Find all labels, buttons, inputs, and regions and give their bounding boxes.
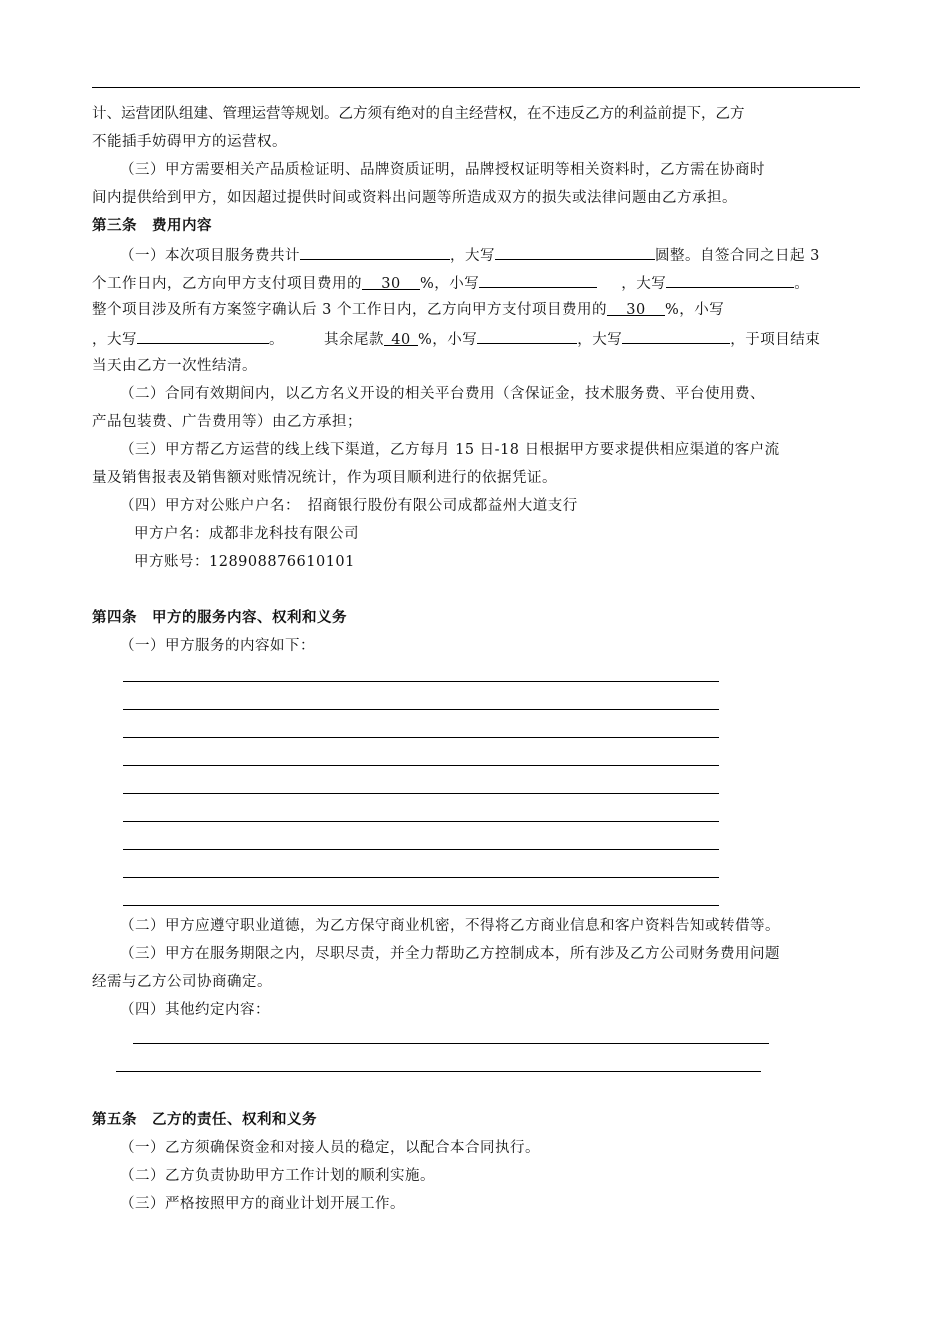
blank-percent-1[interactable]: 30 <box>362 274 420 290</box>
text: %，小写 <box>664 302 725 318</box>
fill-in-line[interactable] <box>123 709 719 710</box>
fill-in-line[interactable] <box>123 905 719 906</box>
service-item-4: （四）其他约定内容： <box>120 1002 270 1018</box>
fee-line-2 <box>92 272 860 294</box>
text: 整个项目涉及所有方案签字确认后 3 个工作日内，乙方向甲方支付项目费用的 <box>92 302 607 318</box>
fill-in-line[interactable] <box>133 1043 769 1044</box>
fee-line-4 <box>92 328 860 350</box>
text: 其余尾款 <box>324 332 384 348</box>
text: （一）本次项目服务费共计 <box>120 248 300 264</box>
paragraph-line <box>92 104 860 124</box>
paragraph-line: （三）甲方需要相关产品质检证明、品牌资质证明，品牌授权证明等相关资料时，乙方需在协商时 <box>120 162 765 178</box>
header-rule <box>92 87 860 88</box>
text: 计、运营团队组建、管理运营等规划。乙方须有绝对的自主经营权，在不违反乙方的利益前提下，乙方 <box>92 106 745 122</box>
paragraph-line: 产品包装费、广告费用等）由乙方承担； <box>92 414 362 430</box>
text: ，大写 <box>92 332 137 348</box>
blank-capital-2[interactable] <box>137 328 269 344</box>
paragraph-line: （三）甲方帮乙方运营的线上线下渠道，乙方每月 15 日-18 日根据甲方要求提供相应渠道的客户流 <box>120 442 780 458</box>
blank-lower-3[interactable] <box>477 328 577 344</box>
fee-line-3 <box>92 300 860 320</box>
text: ，大写 <box>621 276 667 292</box>
paragraph-line: （二）合同有效期间内，以乙方名义开设的相关平台费用（含保证金，技术服务费、平台使用费、 <box>120 386 765 402</box>
article-3-title: 第三条 费用内容 <box>92 217 212 234</box>
paragraph-line: 经需与乙方公司协商确定。 <box>92 974 272 990</box>
text: 个工作日内，乙方向甲方支付项目费用的 <box>92 276 362 292</box>
text: 。 <box>269 332 284 348</box>
article-5-title: 第五条 乙方的责任、权利和义务 <box>92 1111 317 1128</box>
text: ，于项目结束 <box>730 332 821 348</box>
article-4-title: 第四条 甲方的服务内容、权利和义务 <box>92 609 347 626</box>
service-item-1: （一）甲方服务的内容如下： <box>120 638 315 654</box>
text: %，小写 <box>418 332 478 348</box>
text: 。 <box>794 276 810 292</box>
blank-lower-1[interactable] <box>479 272 597 288</box>
fill-in-line[interactable] <box>123 849 719 850</box>
responsibility-item-3: （三）严格按照甲方的商业计划开展工作。 <box>120 1196 405 1212</box>
fill-in-line[interactable] <box>123 821 719 822</box>
blank-capital-3[interactable] <box>622 328 730 344</box>
fill-in-line[interactable] <box>123 793 719 794</box>
fill-in-line[interactable] <box>123 681 719 682</box>
responsibility-item-1: （一）乙方须确保资金和对接人员的稳定，以配合本合同执行。 <box>120 1140 540 1156</box>
paragraph-line: 量及销售报表及销售额对账情况统计，作为项目顺利进行的依据凭证。 <box>92 470 557 486</box>
blank-percent-3[interactable]: 40 <box>384 330 418 346</box>
text: ，大写 <box>450 248 495 264</box>
text: ，大写 <box>577 332 623 348</box>
fill-in-line[interactable] <box>116 1071 761 1072</box>
fill-in-line[interactable] <box>123 765 719 766</box>
fill-in-line[interactable] <box>123 737 719 738</box>
text: 圆整。自签合同之日起 3 <box>655 248 820 264</box>
responsibility-item-2: （二）乙方负责协助甲方工作计划的顺利实施。 <box>120 1168 435 1184</box>
account-name: 甲方户名：成都非龙科技有限公司 <box>134 526 359 542</box>
fee-line-1 <box>120 244 860 266</box>
service-item-3: （三）甲方在服务期限之内，尽职尽责，并全力帮助乙方控制成本，所有涉及乙方公司财务费用问题 <box>120 946 780 962</box>
service-item-2: （二）甲方应遵守职业道德，为乙方保守商业机密，不得将乙方商业信息和客户资料告知或转借等。 <box>120 918 780 934</box>
blank-total-amount[interactable] <box>300 244 450 260</box>
text: %，小写 <box>420 276 480 292</box>
blank-capital-1[interactable] <box>666 272 794 288</box>
blank-total-capital[interactable] <box>495 244 655 260</box>
paragraph-line: 不能插手妨碍甲方的运营权。 <box>92 134 287 150</box>
account-number: 甲方账号：128908876610101 <box>134 554 355 570</box>
fill-in-line[interactable] <box>123 877 719 878</box>
bank-account-label: （四）甲方对公账户户名： 招商银行股份有限公司成都益州大道支行 <box>120 498 578 514</box>
paragraph-line: 间内提供给到甲方，如因超过提供时间或资料出问题等所造成双方的损失或法律问题由乙方承担。 <box>92 190 737 206</box>
paragraph-line: 当天由乙方一次性结清。 <box>92 358 257 374</box>
blank-percent-2[interactable]: 30 <box>607 300 665 316</box>
